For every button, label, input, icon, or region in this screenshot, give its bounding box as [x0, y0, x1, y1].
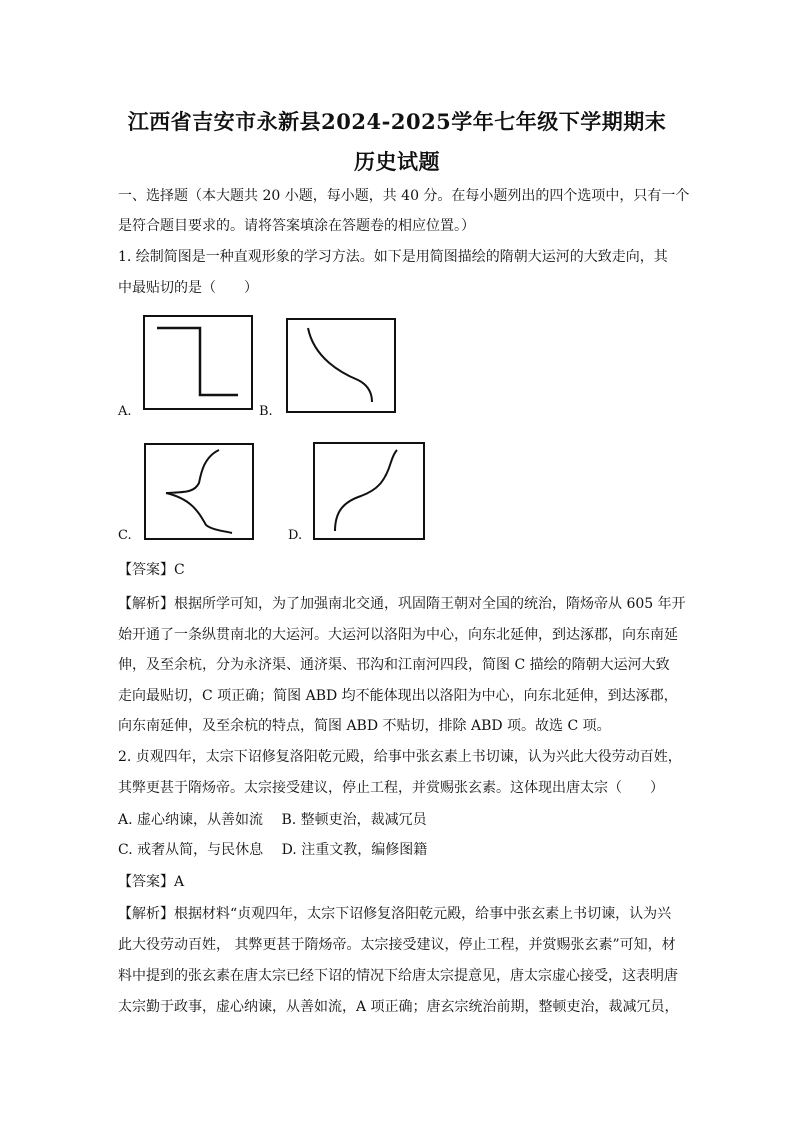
document-subtitle: 历史试题	[354, 149, 440, 174]
document-title: 江西省吉安市永新县2024-2025学年七年级下学期期末	[127, 109, 667, 134]
question-1-analysis-line1: 【解析】根据所学可知，为了加强南北交通，巩固隋王朝对全国的统治，隋炀帝从 605 年开	[118, 596, 686, 612]
question-2-stem-line1: 2. 贞观四年，太宗下诏修复洛阳乾元殿，给事中张玄素上书切谏，认为兴此大役劳动百姓，	[118, 749, 682, 765]
option-c-label: C.	[118, 528, 132, 543]
question-2-analysis-line2: 此大役劳动百姓， 其弊更甚于隋炀帝。太宗接受建议，停止工程，并赏赐张玄素”可知，材	[118, 937, 676, 953]
option-a-label: A.	[118, 404, 132, 419]
section-instructions-line1: 一、选择题（本大题共 20 小题，每小题，共 40 分。在每小题列出的四个选项中，只有一个	[118, 188, 690, 204]
question-1-stem-line1: 1. 绘制简图是一种直观形象的学习方法。如下是用简图描绘的隋朝大运河的大致走向，其	[118, 249, 668, 265]
question-2-analysis-line1: 【解析】根据材料“贞观四年，太宗下诏修复洛阳乾元殿，给事中张玄素上书切谏，认为兴	[118, 906, 672, 922]
question-1-analysis-line2: 始开通了一条纵贯南北的大运河。大运河以洛阳为中心，向东北延伸，到达涿郡，向东南延	[118, 627, 678, 643]
option-b-figure	[286, 318, 396, 413]
section-instructions-line2: 是符合题目要求的。请将答案填涂在答题卷的相应位置。）	[118, 218, 475, 234]
question-2-answer: 【答案】A	[118, 874, 185, 890]
option-b-label: B.	[259, 404, 273, 419]
question-2-stem-line2: 其弊更甚于隋炀帝。太宗接受建议，停止工程，并赏赐张玄素。这体现出唐太宗（ ）	[118, 780, 664, 796]
question-2-options-row2: C. 戒奢从简，与民休息 D. 注重文教，编修图籍	[118, 842, 428, 858]
option-d-figure	[313, 442, 425, 540]
option-c-figure	[144, 443, 254, 540]
question-2-analysis-line4: 太宗勤于政事，虚心纳谏，从善如流，A 项正确；唐玄宗统治前期，整顿吏治，裁减冗员，	[118, 999, 679, 1015]
question-1-analysis-line4: 走向最贴切，C 项正确；简图 ABD 均不能体现出以洛阳为中心，向东北延伸，到达涿郡，	[118, 688, 678, 704]
question-1-analysis-line5: 向东南延伸，及至余杭的特点，简图 ABD 不贴切，排除 ABD 项。故选 C 项。	[118, 718, 611, 734]
option-d-label: D.	[288, 528, 303, 543]
option-a-figure	[143, 315, 253, 410]
question-1-analysis-line3: 伸，及至余杭，分为永济渠、通济渠、邗沟和江南河四段，简图 C 描绘的隋朝大运河大致	[118, 657, 670, 673]
question-1-answer: 【答案】C	[118, 562, 185, 578]
question-2-analysis-line3: 料中提到的张玄素在唐太宗已经下诏的情况下给唐太宗提意见，唐太宗虚心接受，这表明唐	[118, 968, 678, 984]
question-2-options-row1: A. 虚心纳谏，从善如流 B. 整顿吏治，裁减冗员	[118, 812, 427, 828]
question-1-stem-line2: 中最贴切的是（ ）	[118, 280, 258, 296]
